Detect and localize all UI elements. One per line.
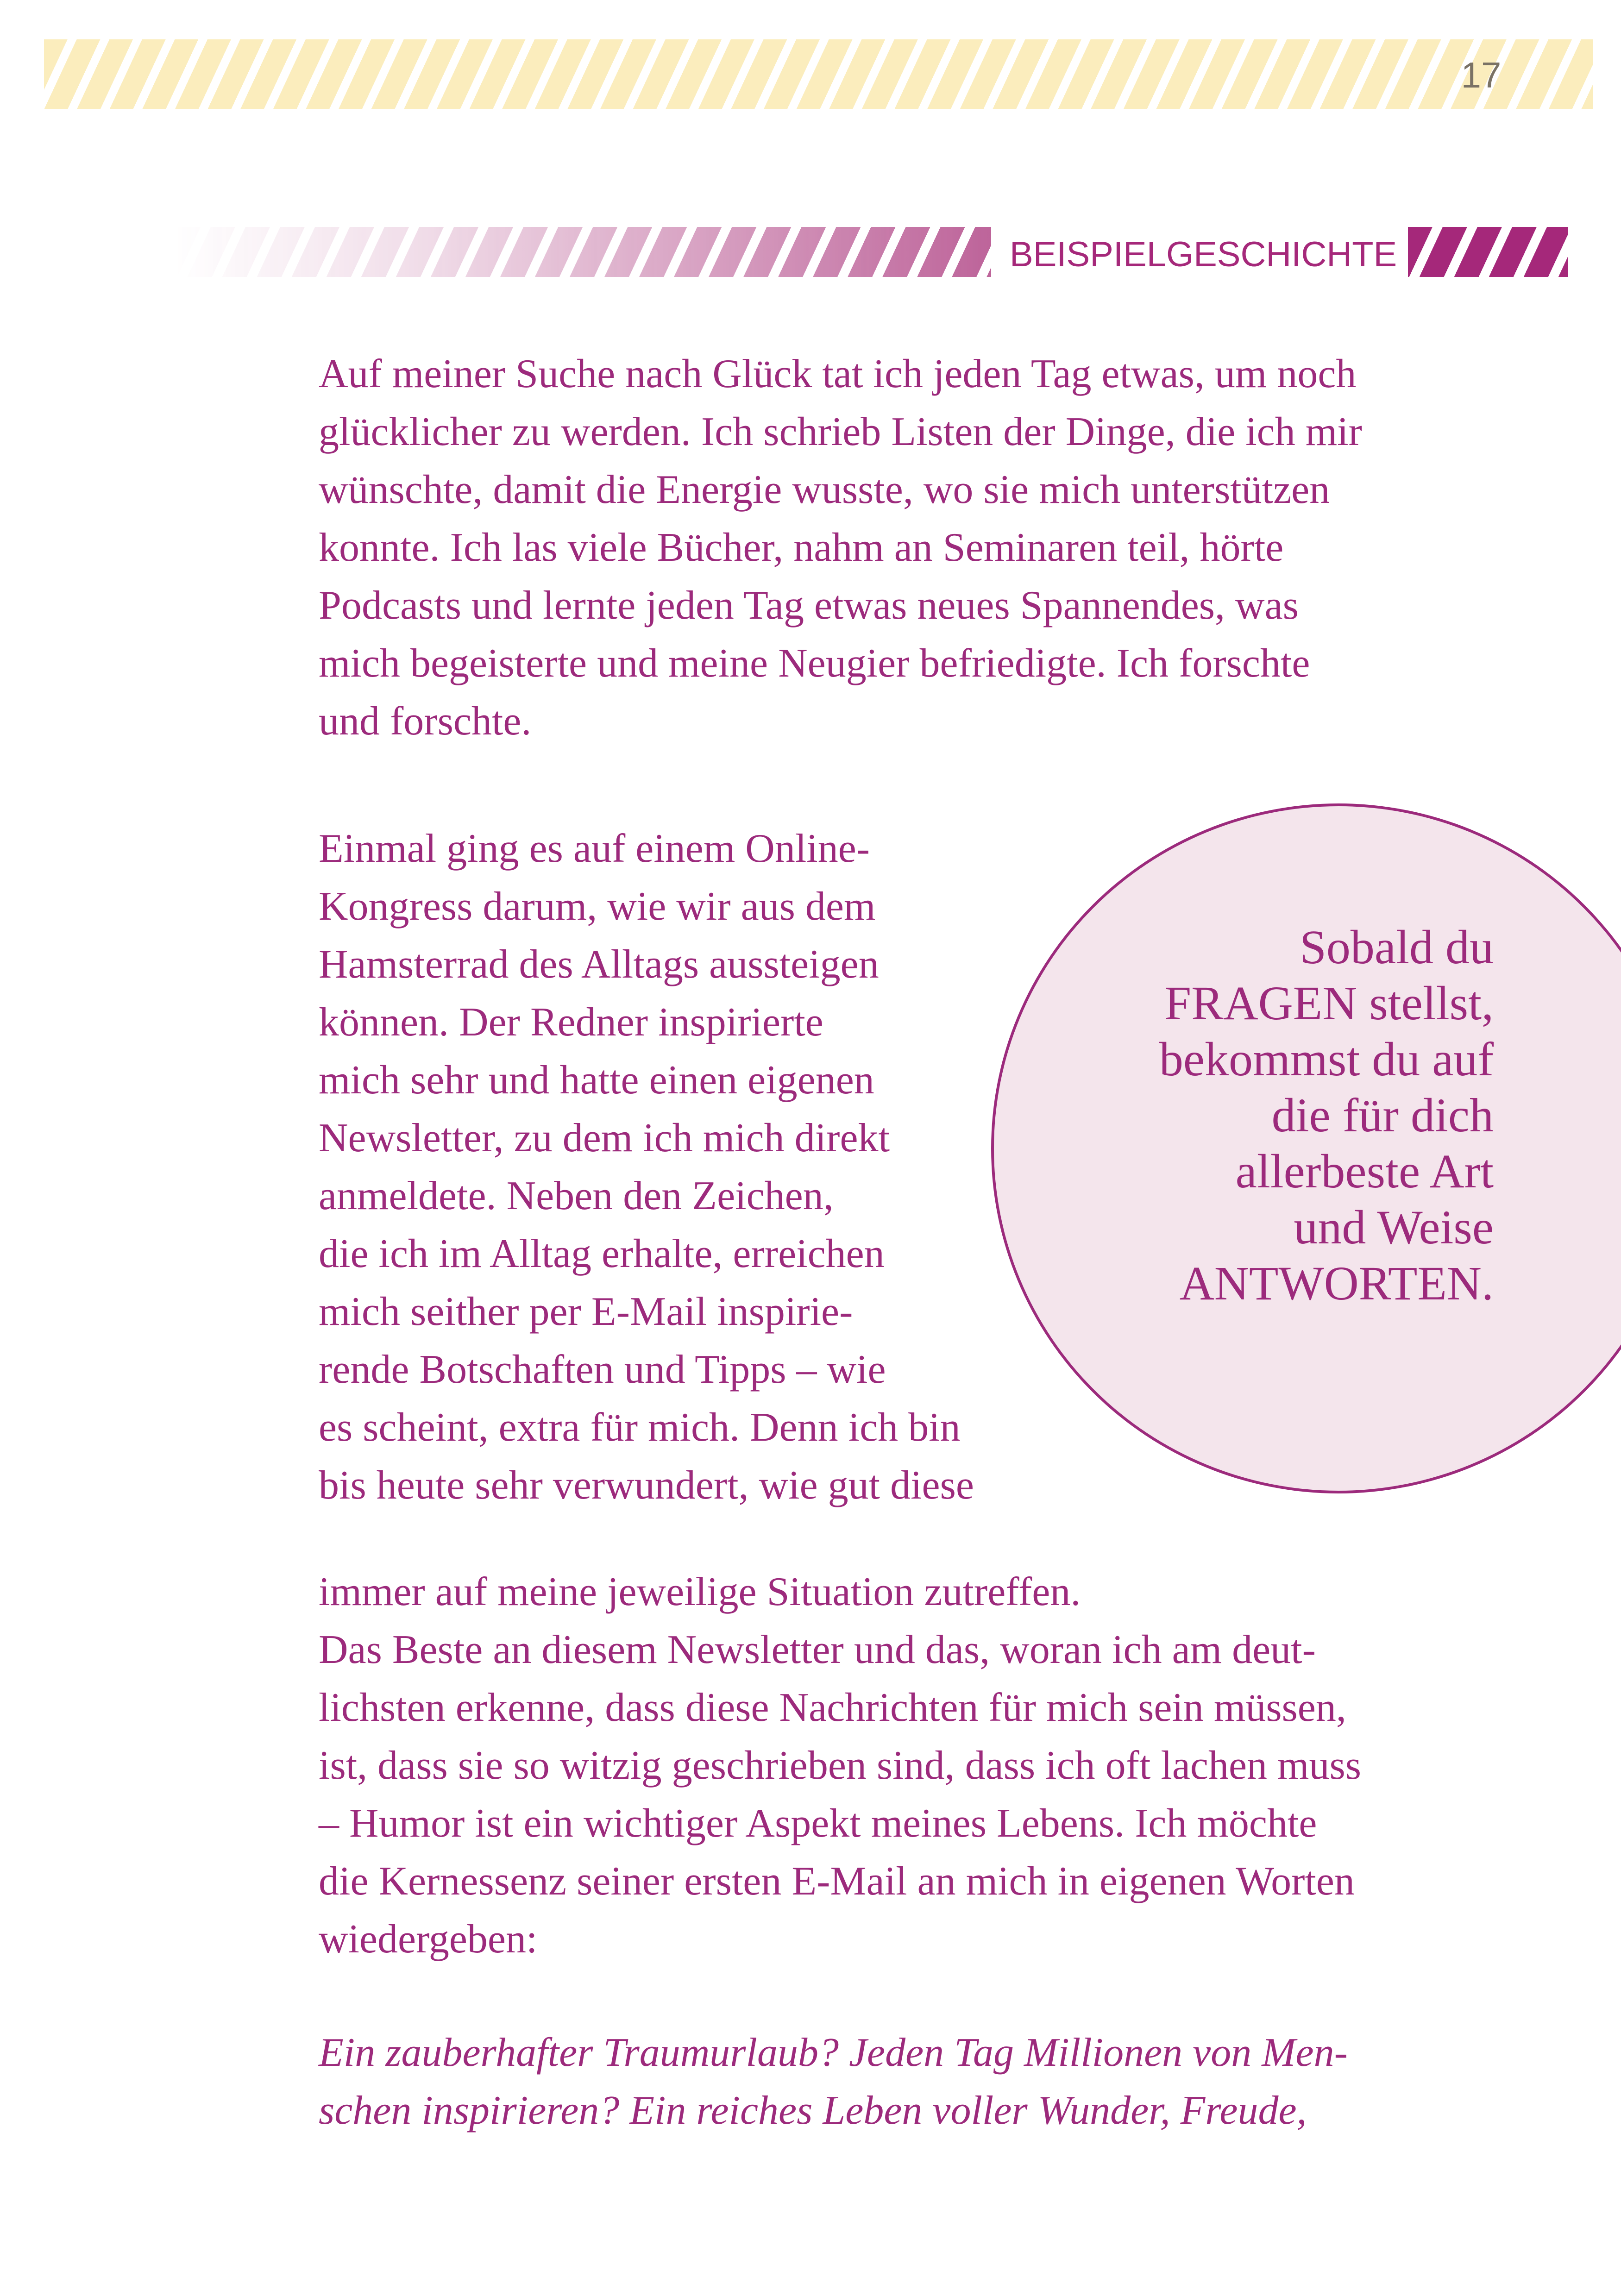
paragraph-newsletter <box>319 1563 1514 2031</box>
text-line: bis heute sehr verwundert, wie gut diese <box>319 1463 974 1508</box>
text-line: können. Der Redner inspirierte <box>319 1000 823 1045</box>
text-line: Ein zauberhafter Traumurlaub? Jeden Tag Millionen von Men- <box>319 2030 1348 2075</box>
text-line: mich sehr und hatte einen eigenen <box>319 1058 874 1103</box>
text-line: anmeldete. Neben den Zeichen, <box>319 1173 834 1218</box>
page-number: 17 <box>1461 55 1502 95</box>
text-line: – Humor ist ein wichtiger Aspekt meines Lebens. Ich möchte <box>319 1801 1317 1846</box>
callout-line: die für dich <box>1271 1089 1494 1142</box>
text-line: es scheint, extra für mich. Denn ich bin <box>319 1405 961 1450</box>
text-line: die ich im Alltag erhalte, erreichen <box>319 1231 885 1276</box>
callout-line: bekommst du auf <box>1159 1033 1494 1086</box>
text-line: lichsten erkenne, dass diese Nachrichten für mich sein müssen, <box>319 1685 1346 1730</box>
section-title: BEISPIELGESCHICHTE <box>1010 235 1397 274</box>
top-stripe-band <box>44 39 1593 109</box>
text-line: Auf meiner Suche nach Glück tat ich jeden Tag etwas, um noch <box>319 351 1357 396</box>
text-line: Kongress darum, wie wir aus dem <box>319 884 876 929</box>
text-line: Einmal ging es auf einem Online- <box>319 826 870 871</box>
text-line: glücklicher zu werden. Ich schrieb Listen der Dinge, die ich mir <box>319 409 1362 454</box>
text-line: mich begeisterte und meine Neugier befriedigte. Ich forschte <box>319 641 1310 686</box>
paragraph-congress <box>319 820 1032 1517</box>
text-line: Newsletter, zu dem ich mich direkt <box>319 1116 890 1161</box>
section-stripe-end <box>1408 227 1568 277</box>
callout-line: allerbeste Art <box>1235 1145 1494 1198</box>
callout-line: FRAGEN stellst, <box>1164 977 1494 1030</box>
callout-line: Sobald du <box>1300 921 1494 974</box>
paragraph-intro <box>319 345 1514 753</box>
section-stripe-bar <box>176 227 991 277</box>
text-line: schen inspirieren? Ein reiches Leben voller Wunder, Freude, <box>319 2088 1307 2133</box>
text-line: wünschte, damit die Energie wusste, wo sie mich unterstützen <box>319 467 1330 512</box>
text-line: die Kernessenz seiner ersten E-Mail an mich in eigenen Worten <box>319 1859 1355 1904</box>
text-line: Podcasts und lernte jeden Tag etwas neues Spannendes, was <box>319 583 1299 628</box>
text-line: immer auf meine jeweilige Situation zutreffen. <box>319 1569 1081 1614</box>
text-line: Hamsterrad des Alltags aussteigen <box>319 942 879 987</box>
text-line: und forschte. <box>319 699 532 744</box>
callout-line: und Weise <box>1294 1201 1494 1254</box>
text-line: rende Botschaften und Tipps – wie <box>319 1347 886 1392</box>
text-line: ist, dass sie so witzig geschrieben sind, dass ich oft lachen muss <box>319 1743 1361 1788</box>
text-line: mich seither per E-Mail inspirie- <box>319 1289 853 1334</box>
text-line: Das Beste an diesem Newsletter und das, woran ich am deut- <box>319 1627 1316 1672</box>
text-line: konnte. Ich las viele Bücher, nahm an Seminaren teil, hörte <box>319 525 1284 570</box>
paragraph-quote-italic <box>319 2024 1514 2144</box>
callout-line: ANTWORTEN. <box>1179 1257 1494 1310</box>
callout-quote <box>1065 919 1494 1327</box>
text-line: wiedergeben: <box>319 1917 538 1962</box>
